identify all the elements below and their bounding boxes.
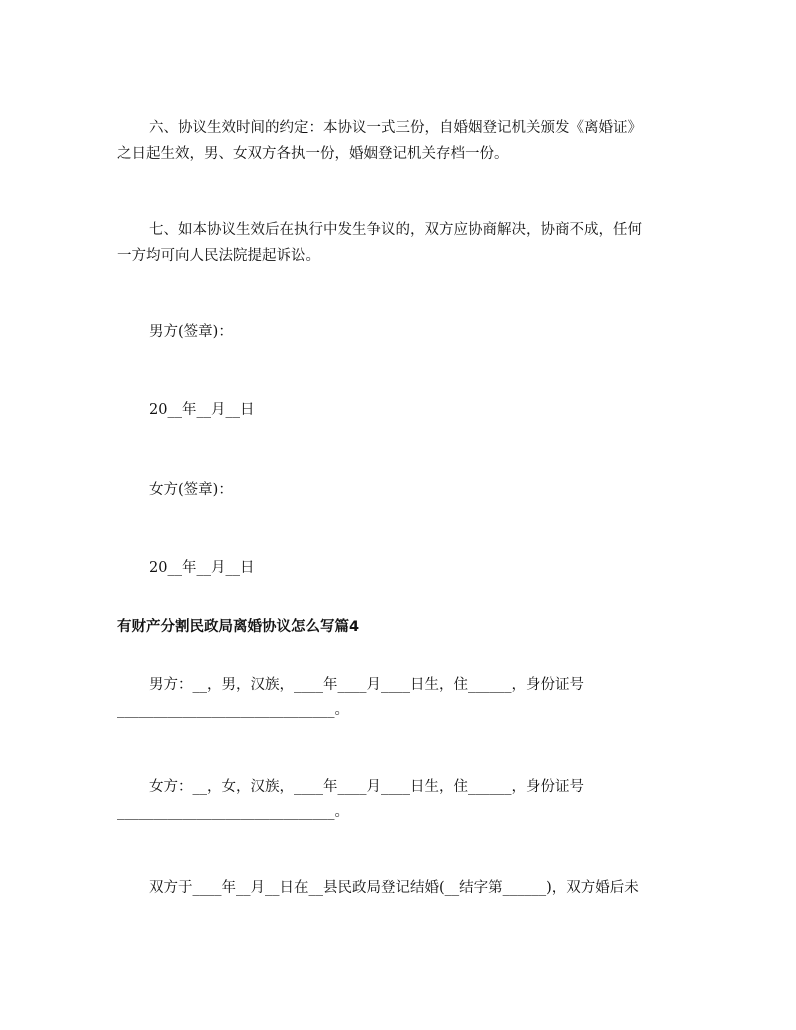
clause6-line1: 六、协议生效时间的约定：本协议一式三份，自婚姻登记机关颁发《离婚证》 <box>149 120 642 136</box>
female-info-line2: ______________________________。 <box>117 804 349 820</box>
marriage-info-line1: 双方于____年__月__日在__县民政局登记结婚(__结字第______)，双方婚后未 <box>149 880 639 896</box>
female-info-line1: 女方：__，女，汉族，____年____月____日生，住______，身份证号 <box>149 779 584 795</box>
clause6-line2: 之日起生效，男、女双方各执一份，婚姻登记机关存档一份。 <box>117 146 509 162</box>
clause7-line1: 七、如本协议生效后在执行中发生争议的，双方应协商解决，协商不成，任何 <box>149 222 642 238</box>
section-heading: 有财产分割民政局离婚协议怎么写篇4 <box>117 619 360 635</box>
male-info-line1: 男方：__，男，汉族，____年____月____日生，住______，身份证号 <box>149 677 584 693</box>
male-signature-label: 男方(签章)： <box>149 324 233 340</box>
female-signature-label: 女方(签章)： <box>149 482 233 498</box>
male-info-line2: ______________________________。 <box>117 702 349 718</box>
female-signature-date: 20__年__月__日 <box>149 560 255 576</box>
male-signature-date: 20__年__月__日 <box>149 402 255 418</box>
clause7-line2: 一方均可向人民法院提起诉讼。 <box>117 248 320 264</box>
